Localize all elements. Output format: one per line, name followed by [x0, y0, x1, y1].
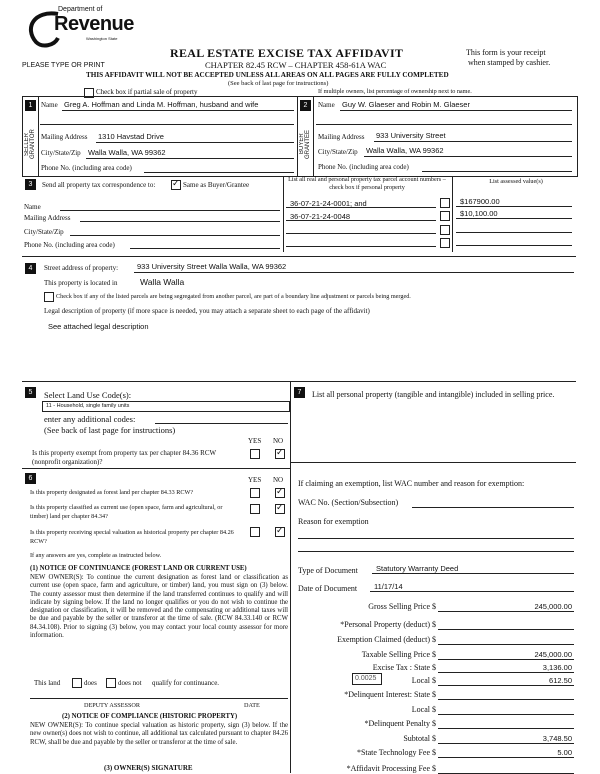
- receipt-note-1: This form is your receipt: [466, 48, 546, 57]
- section-6-number: 6: [25, 473, 36, 484]
- seller-mail-label: Mailing Address: [41, 133, 88, 141]
- tax-row-value[interactable]: 3,748.50: [542, 734, 572, 743]
- current-use-question: Is this property classified as current use (open space, farm and agricultural, or timber) land per chapter 84.34?: [30, 504, 223, 520]
- exemption-label: If claiming an exemption, list WAC number and reason for exemption:: [298, 479, 525, 488]
- does-not-checkbox[interactable]: [106, 678, 116, 688]
- buyer-mail-label: Mailing Address: [318, 133, 365, 141]
- s5-yes-header: YES: [248, 437, 262, 445]
- tax-row-line: [438, 757, 574, 758]
- tax-row-value[interactable]: 612.50: [549, 676, 572, 685]
- located-value: Walla Walla: [140, 277, 185, 287]
- receipt-note-2: when stamped by cashier.: [468, 58, 551, 67]
- tax-row-value[interactable]: 245,000.00: [534, 602, 572, 611]
- see-back-note: (See back of last page for instructions): [228, 80, 329, 87]
- forest-no-checkbox[interactable]: [275, 488, 285, 498]
- seller-phone-label: Phone No. (including area code): [41, 164, 132, 172]
- same-as-buyer-checkbox[interactable]: [171, 180, 181, 190]
- buyer-name-value: Guy W. Glaeser and Robin M. Glaeser: [342, 100, 470, 109]
- tax-row-label: *Personal Property (deduct) $: [340, 620, 436, 629]
- deputy-date-label: DATE: [244, 702, 260, 709]
- buyer-city-value: Walla Walla, WA 99362: [366, 146, 444, 155]
- notice-compliance-title: (2) NOTICE OF COMPLIANCE (HISTORIC PROPERTY): [62, 713, 238, 720]
- street-label: Street address of property:: [44, 264, 119, 272]
- tax-row-label: *Affidavit Processing Fee $: [346, 764, 436, 773]
- buyer-mail-value: 933 University Street: [376, 131, 446, 140]
- assessed-header: List assessed value(s): [489, 178, 543, 185]
- tax-row-line: [438, 659, 574, 660]
- land-use-code-input[interactable]: 11 - Household, single family units: [42, 401, 290, 412]
- section-7-number: 7: [294, 387, 305, 398]
- s5-no-header: NO: [273, 437, 284, 445]
- partial-sale-label: Check box if partial sale of property: [96, 88, 198, 96]
- tax-row-value[interactable]: 245,000.00: [534, 650, 572, 659]
- additional-codes-label: enter any additional codes:: [44, 414, 136, 424]
- dor-logo: [24, 4, 134, 60]
- parcel-4-personal-checkbox[interactable]: [440, 238, 450, 248]
- seller-name-value: Greg A. Hoffman and Linda M. Hoffman, husband and wife: [64, 100, 259, 109]
- tax-row-label: Exemption Claimed (deduct) $: [337, 635, 436, 644]
- s3-mail-label: Mailing Address: [24, 214, 71, 222]
- doc-date-label: Date of Document: [298, 584, 358, 593]
- does-not-label: does not: [118, 679, 142, 687]
- street-value: 933 University Street Walla Walla, WA 99362: [137, 262, 287, 271]
- reason-label: Reason for exemption: [298, 517, 369, 526]
- tax-row-label: Gross Selling Price $: [368, 602, 436, 611]
- exempt-yes-checkbox[interactable]: [250, 449, 260, 459]
- parcel-2-personal-checkbox[interactable]: [440, 211, 450, 221]
- segregated-label: Check box if any of the listed parcels are being segregated from another parcel, are part of a boundary line adjustment or parcels being merged.: [56, 293, 411, 300]
- if-yes-note: If any answers are yes, complete as instructed below.: [30, 552, 162, 559]
- s3-phone-label: Phone No. (including area code): [24, 241, 115, 249]
- parcel-3-personal-checkbox[interactable]: [440, 225, 450, 235]
- section-2-number: 2: [300, 100, 311, 111]
- exempt-no-checkbox[interactable]: [275, 449, 285, 459]
- buyer-name-label: Name: [318, 101, 335, 109]
- historic-question: Is this property receiving special valuation as historical property per chapter 84.26 RCW?: [30, 529, 234, 545]
- deputy-assessor-label: DEPUTY ASSESSOR: [84, 702, 140, 709]
- logo-wordmark: Revenue: [54, 13, 134, 35]
- assessed-2: $10,100.00: [460, 209, 498, 218]
- located-label: This property is located in: [44, 279, 118, 287]
- same-as-buyer-label: Same as Buyer/Grantee: [183, 181, 250, 189]
- warning-text: THIS AFFIDAVIT WILL NOT BE ACCEPTED UNLESS ALL AREAS ON ALL PAGES ARE FULLY COMPLETED: [86, 71, 449, 79]
- current-use-no-checkbox[interactable]: [275, 504, 285, 514]
- doc-type-label: Type of Document: [298, 566, 358, 575]
- section-5-number: 5: [25, 387, 36, 398]
- section-4-number: 4: [25, 263, 36, 274]
- parcel-2: 36-07-21-24-0048: [290, 212, 351, 221]
- tax-row-line: [438, 685, 574, 686]
- does-label: does: [84, 679, 97, 687]
- parcel-header: List all real and personal property tax parcel account numbers – check box if personal property: [288, 176, 446, 191]
- seller-name-label: Name: [41, 101, 58, 109]
- s5-see-back: (See back of last page for instructions): [44, 425, 176, 435]
- tax-row-label: *Delinquent Penalty $: [364, 719, 436, 728]
- wac-label: WAC No. (Section/Subsection): [298, 498, 399, 507]
- forest-question: Is this property designated as forest land per chapter 84.33 RCW?: [30, 489, 194, 496]
- historic-yes-checkbox[interactable]: [250, 527, 260, 537]
- send-correspondence-label: Send all property tax correspondence to:: [42, 181, 156, 189]
- doc-type-value: Statutory Warranty Deed: [376, 564, 459, 573]
- tax-row-line: [438, 644, 574, 645]
- forest-yes-checkbox[interactable]: [250, 488, 260, 498]
- this-land-label: This land: [34, 679, 61, 687]
- tax-row-line: [438, 743, 574, 744]
- tax-row-label: Local $: [411, 676, 436, 685]
- parcel-1: 36-07-21-24-0001; and: [290, 199, 367, 208]
- segregated-checkbox[interactable]: [44, 292, 54, 302]
- tax-row-line: [438, 728, 574, 729]
- please-type: PLEASE TYPE OR PRINT: [22, 62, 105, 69]
- tax-row-line: [438, 672, 574, 673]
- tax-row-label: *State Technology Fee $: [356, 748, 436, 757]
- buyer-side-label: BUYER GRANTEE: [299, 129, 311, 159]
- tax-row-value[interactable]: 5.00: [557, 748, 572, 757]
- form-title: REAL ESTATE EXCISE TAX AFFIDAVIT: [170, 46, 404, 60]
- seller-city-label: City/State/Zip: [41, 149, 81, 157]
- notice-continuance-title: (1) NOTICE OF CONTINUANCE (FOREST LAND OR CURRENT USE): [30, 565, 247, 572]
- logo-state-text: Washington State: [86, 36, 118, 41]
- parcel-1-personal-checkbox[interactable]: [440, 198, 450, 208]
- tax-row-value[interactable]: 3,136.00: [542, 663, 572, 672]
- legal-value: See attached legal description: [48, 322, 149, 331]
- current-use-yes-checkbox[interactable]: [250, 504, 260, 514]
- logo-dept-text: Department of: [58, 6, 103, 13]
- exempt-question: Is this property exempt from property tax per chapter 84.36 RCW (nonprofit organization)?: [32, 449, 216, 466]
- tax-row-label: Local $: [411, 705, 436, 714]
- historic-no-checkbox[interactable]: [275, 527, 285, 537]
- seller-mail-value: 1310 Havstad Drive: [98, 132, 164, 141]
- seller-city-value: Walla Walla, WA 99362: [88, 148, 166, 157]
- s6-yes-header: YES: [248, 476, 262, 484]
- qualify-label: qualify for continuance.: [152, 679, 220, 687]
- personal-property-label: List all personal property (tangible and intangible) included in selling price.: [312, 390, 555, 399]
- seller-side-label: SELLER GRANTOR: [24, 129, 36, 159]
- owner-signature-title: (3) OWNER(S) SIGNATURE: [104, 764, 193, 772]
- tax-row-line: [438, 611, 574, 612]
- buyer-city-label: City/State/Zip: [318, 148, 358, 156]
- land-use-label: Select Land Use Code(s):: [44, 390, 132, 400]
- does-checkbox[interactable]: [72, 678, 82, 688]
- s6-no-header: NO: [273, 476, 284, 484]
- tax-row-line: [438, 714, 574, 715]
- notice-continuance-body: NEW OWNER(S): To continue the current designation as forest land or classification as current use (open space, farm and agriculture, or timber) land, you must sign on (3) below. The county assessor must then determine if the land transferred continues to qualify and will indicate by signing below. If the land no longer qualifies or you do not wish to continue the designation or classification, it will be removed and the compensating or additional taxes will be due and payable by the seller or transferor at the time of sale. (RCW 84.33.140 or RCW 84.34.108). Prior to signing (3) below, you may contact your local county assessor for more information.: [30, 574, 288, 640]
- multiple-owners-note: If multiple owners, list percentage of ownership next to name.: [318, 88, 472, 95]
- tax-row-line: [438, 629, 574, 630]
- tax-row-label: *Delinquent Interest: State $: [344, 690, 436, 699]
- assessed-1: $167900.00: [460, 197, 500, 206]
- tax-row-line: [438, 699, 574, 700]
- buyer-phone-label: Phone No. (including area code): [318, 163, 409, 171]
- section-1-number: 1: [25, 100, 36, 111]
- form-subtitle: CHAPTER 82.45 RCW – CHAPTER 458-61A WAC: [205, 60, 387, 70]
- s3-name-label: Name: [24, 203, 41, 211]
- notice-compliance-body: NEW OWNER(S): To continue special valuation as historic property, sign (3) below. If the new owner(s) does not wish to continue, all additional tax calculated pursuant to chapter 84.26 RCW, shall be due and payable by the seller or transferor at the time of sale.: [30, 722, 288, 746]
- section-3-number: 3: [25, 179, 36, 190]
- local-rate-box[interactable]: 0.0025: [352, 673, 382, 685]
- doc-date-value: 11/17/14: [374, 582, 403, 591]
- tax-row-label: Excise Tax : State $: [372, 663, 436, 672]
- legal-label: Legal description of property (if more space is needed, you may attach a separate sheet to each page of the affidavit): [44, 307, 370, 315]
- tax-row-label: Subtotal $: [403, 734, 436, 743]
- tax-row-label: Taxable Selling Price $: [361, 650, 436, 659]
- s3-city-label: City/State/Zip: [24, 228, 64, 236]
